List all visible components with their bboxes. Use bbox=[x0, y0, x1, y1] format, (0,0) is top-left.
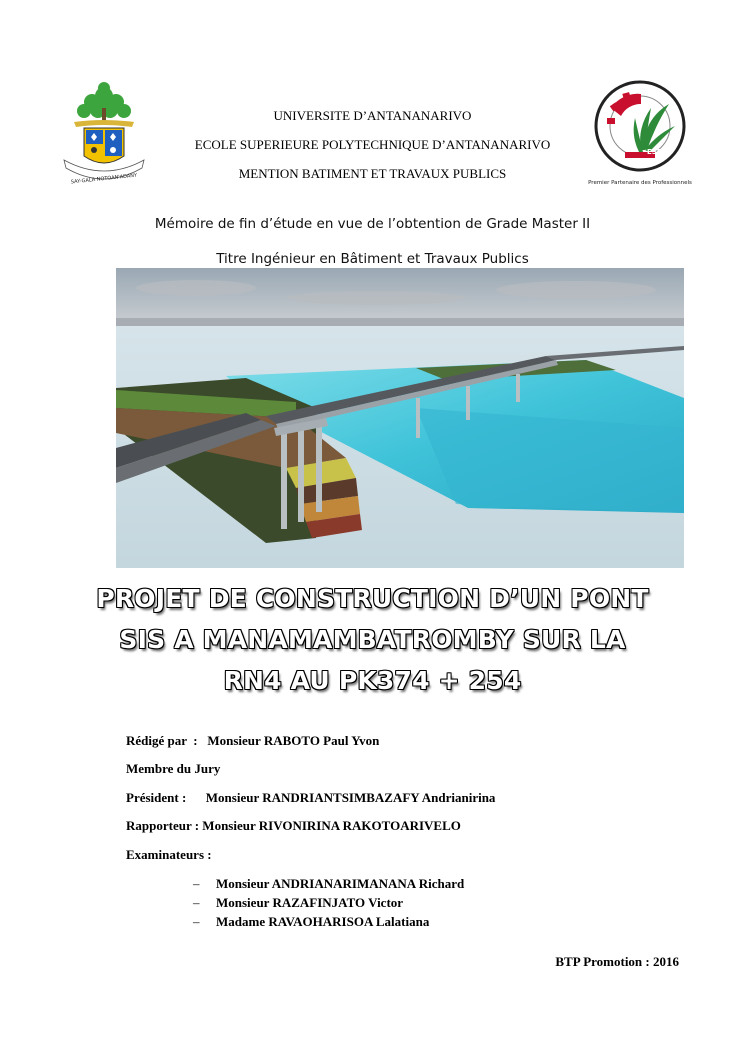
examinateur-1 bbox=[193, 876, 464, 892]
examinateur-name: Madame RAVAOHARISOA Lalatiana bbox=[216, 914, 430, 929]
examinateurs-label: Examinateurs : bbox=[126, 847, 212, 862]
project-title-line-2: SIS A MANAMAMBATROMBY SUR LA bbox=[119, 625, 626, 654]
president: Président : Monsieur RANDRIANTSIMBAZAFY Andrianirina bbox=[126, 790, 496, 805]
examinateur-2 bbox=[193, 895, 403, 911]
project-title-line-1: PROJET DE CONSTRUCTION D’UN PONT bbox=[96, 584, 649, 613]
redige-par: Rédigé par : Monsieur RABOTO Paul Yvon bbox=[126, 733, 380, 748]
memoire-line-1: Mémoire de fin d’étude en vue de l’obtention de Grade Master II bbox=[154, 216, 591, 232]
espa-caption: Premier Partenaire des Professionnels bbox=[588, 180, 692, 186]
espa-logo bbox=[585, 78, 695, 192]
school-name: ECOLE SUPERIEURE POLYTECHNIQUE D’ANTANANARIVO bbox=[194, 137, 551, 152]
examinateur-name: Monsieur ANDRIANARIMANANA Richard bbox=[216, 876, 465, 891]
mention-name: MENTION BATIMENT ET TRAVAUX PUBLICS bbox=[238, 166, 507, 181]
university-name: UNIVERSITE D’ANTANANARIVO bbox=[273, 108, 472, 123]
memoire-line-2: Titre Ingénieur en Bâtiment et Travaux Publics bbox=[216, 251, 529, 267]
membre-du-jury: Membre du Jury bbox=[126, 761, 221, 776]
bridge-render-image bbox=[116, 268, 684, 568]
list-dash: – bbox=[193, 876, 200, 891]
project-title-line-3: RN4 AU PK374 + 254 bbox=[223, 666, 522, 695]
crest-motto: SAY-GALA NOTOAN'ADANY bbox=[70, 172, 138, 186]
list-dash: – bbox=[193, 895, 200, 910]
examinateur-3 bbox=[193, 914, 429, 930]
promotion: BTP Promotion : 2016 bbox=[555, 954, 679, 969]
examinateur-name: Monsieur RAZAFINJATO Victor bbox=[216, 895, 404, 910]
rapporteur: Rapporteur : Monsieur RIVONIRINA RAKOTOARIVELO bbox=[126, 818, 461, 833]
espa-initials: ESPA bbox=[647, 148, 667, 156]
university-crest-logo bbox=[54, 78, 154, 198]
list-dash: – bbox=[193, 914, 200, 929]
